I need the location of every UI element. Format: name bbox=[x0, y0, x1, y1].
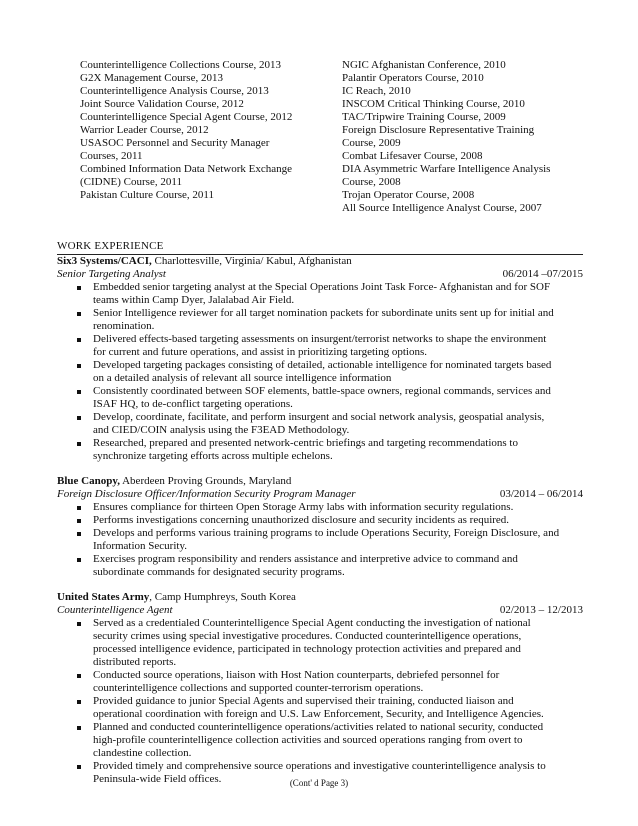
position-line bbox=[57, 604, 583, 617]
duty-item bbox=[57, 721, 583, 760]
position-line bbox=[57, 488, 583, 501]
company-name: Six3 Systems/CACI, bbox=[57, 255, 152, 267]
job-entry bbox=[57, 591, 583, 786]
duty-text-line: Embedded senior targeting analyst at the Special Operations Joint Task Force- Afghanistan and for SOF bbox=[93, 281, 551, 293]
duty-text-line: Information Security. bbox=[93, 540, 187, 552]
duty-text-line: Researched, prepared and presented network-centric briefings and targeting recommendations to bbox=[93, 437, 518, 449]
duty-item bbox=[57, 695, 583, 721]
duty-text-line: Provided timely and comprehensive source operations and investigative counterintelligence analysis to bbox=[93, 760, 546, 772]
duties-list bbox=[57, 617, 583, 786]
course-item: Joint Source Validation Course, 2012 bbox=[80, 98, 244, 110]
duty-text-line: processed intelligence evidence, participated in technology protection activities and prepared and bbox=[93, 643, 521, 655]
position-title: Counterintelligence Agent bbox=[57, 604, 173, 616]
duty-text-line: Provided guidance to junior Special Agents and supervised their training, conducted liaison and bbox=[93, 695, 514, 707]
company-name: Blue Canopy, bbox=[57, 475, 120, 487]
course-item: DIA Asymmetric Warfare Intelligence Analysis bbox=[342, 163, 551, 175]
continuation-footer: (Cont' d Page 3) bbox=[289, 778, 349, 788]
duty-item bbox=[57, 527, 583, 553]
course-item: Counterintelligence Collections Course, 2013 bbox=[80, 59, 282, 71]
duty-text-line: Exercises program responsibility and renders assistance and interpretive advice to command and bbox=[93, 553, 518, 565]
duty-item bbox=[57, 359, 583, 385]
bullet-square-icon bbox=[77, 416, 81, 420]
bullet-square-icon bbox=[77, 532, 81, 536]
duty-text-line: clandestine collection. bbox=[93, 747, 192, 759]
duty-text-line: Delivered effects-based targeting assessments on insurgent/terrorist networks to shape the environment bbox=[93, 333, 547, 345]
bullet-square-icon bbox=[77, 622, 81, 626]
course-item: Counterintelligence Analysis Course, 2013 bbox=[80, 85, 269, 97]
duty-text-line: Planned and conducted counterintelligence operations/activities related to national security, conducted bbox=[93, 721, 544, 733]
bullet-square-icon bbox=[77, 674, 81, 678]
bullet-square-icon bbox=[77, 765, 81, 769]
duty-item bbox=[57, 514, 583, 527]
employer bbox=[57, 255, 352, 268]
bullet-square-icon bbox=[77, 338, 81, 342]
duty-text-line: ISAF HQ, to de-conflict targeting operations. bbox=[93, 398, 293, 410]
bullet-square-icon bbox=[77, 558, 81, 562]
duty-text-line: renomination. bbox=[93, 320, 155, 332]
work-experience-list bbox=[57, 255, 583, 798]
job-location: Aberdeen Proving Grounds, Maryland bbox=[119, 475, 292, 487]
duty-text-line: and CIED/COIN analysis using the F3EAD Methodology. bbox=[93, 424, 350, 436]
course-item: INSCOM Critical Thinking Course, 2010 bbox=[342, 98, 525, 110]
employer bbox=[57, 591, 296, 604]
course-item: Counterintelligence Special Agent Course, 2012 bbox=[80, 111, 293, 123]
course-item: Pakistan Culture Course, 2011 bbox=[80, 189, 215, 201]
duty-text-line: high-profile counterintelligence collection activities and sourced operations ranging from overt to bbox=[93, 734, 523, 746]
bullet-square-icon bbox=[77, 519, 81, 523]
job-dates: 06/2014 –07/2015 bbox=[502, 268, 583, 280]
job-location: Charlottesville, Virginia/ Kabul, Afghanistan bbox=[151, 255, 352, 267]
company-name: United States Army bbox=[57, 591, 150, 603]
bullet-square-icon bbox=[77, 442, 81, 446]
course-item: Warrior Leader Course, 2012 bbox=[80, 124, 209, 136]
duty-text-line: counterintelligence collections and supported counter-terrorism operations. bbox=[93, 682, 424, 694]
course-item: NGIC Afghanistan Conference, 2010 bbox=[342, 59, 506, 71]
duty-item bbox=[57, 617, 583, 669]
course-item: Course, 2008 bbox=[342, 176, 401, 188]
duty-item bbox=[57, 385, 583, 411]
duty-item bbox=[57, 307, 583, 333]
job-dates: 03/2014 – 06/2014 bbox=[499, 488, 583, 500]
employer bbox=[57, 475, 291, 488]
duty-text-line: Performs investigations concerning unauthorized disclosure and security incidents as required. bbox=[93, 514, 510, 526]
duty-text-line: on a detailed analysis of relevant all source intelligence information bbox=[93, 372, 392, 384]
employer-line bbox=[57, 475, 583, 488]
position-line bbox=[57, 268, 583, 281]
duty-text-line: Develop, coordinate, facilitate, and perform insurgent and social network analysis, geospatial analysis, bbox=[93, 411, 545, 423]
duty-item bbox=[57, 411, 583, 437]
course-item: Course, 2009 bbox=[342, 137, 401, 149]
duty-text-line: Conducted source operations, liaison with Host Nation counterparts, debriefed personnel for bbox=[93, 669, 500, 681]
duty-text-line: operational coordination with foreign and U.S. Law Enforcement, Security, and Intelligence Agencies. bbox=[93, 708, 544, 720]
duty-item bbox=[57, 553, 583, 579]
duty-item bbox=[57, 437, 583, 463]
duty-item bbox=[57, 333, 583, 359]
bullet-square-icon bbox=[77, 390, 81, 394]
course-item: Palantir Operators Course, 2010 bbox=[342, 72, 484, 84]
job-entry bbox=[57, 475, 583, 579]
position-title: Foreign Disclosure Officer/Information Security Program Manager bbox=[57, 488, 356, 500]
duty-text-line: Develops and performs various training programs to include Operations Security, Foreign Disclosure, and bbox=[93, 527, 560, 539]
work-experience-heading: WORK EXPERIENCE bbox=[57, 240, 583, 255]
duty-text-line: subordinate commands for designated security programs. bbox=[93, 566, 345, 578]
duty-item bbox=[57, 501, 583, 514]
course-item: Combat Lifesaver Course, 2008 bbox=[342, 150, 483, 162]
bullet-square-icon bbox=[77, 726, 81, 730]
bullet-square-icon bbox=[77, 700, 81, 704]
training-courses bbox=[80, 59, 600, 215]
duty-text-line: Developed targeting packages consisting of detailed, actionable intelligence for nominated targets based bbox=[93, 359, 552, 371]
employer-line bbox=[57, 255, 583, 268]
duty-text-line: synchronize targeting efforts across multiple echelons. bbox=[93, 450, 333, 462]
duty-text-line: security crimes using special investigative procedures. Conducted counterintelligence operations, bbox=[93, 630, 522, 642]
course-item: Courses, 2011 bbox=[80, 150, 143, 162]
course-item: Trojan Operator Course, 2008 bbox=[342, 189, 475, 201]
courses-right-column bbox=[342, 59, 600, 215]
job-entry bbox=[57, 255, 583, 463]
duty-text-line: Consistently coordinated between SOF elements, battle-space owners, regional commands, services and bbox=[93, 385, 551, 397]
course-item: USASOC Personnel and Security Manager bbox=[80, 137, 270, 149]
course-item: All Source Intelligence Analyst Course, 2007 bbox=[342, 202, 542, 214]
courses-left-column bbox=[80, 59, 342, 215]
course-item: TAC/Tripwire Training Course, 2009 bbox=[342, 111, 506, 123]
job-location: , Camp Humphreys, South Korea bbox=[149, 591, 296, 603]
duty-item bbox=[57, 281, 583, 307]
duty-text-line: Senior Intelligence reviewer for all target nomination packets for subordinate units sent up for initial and bbox=[93, 307, 554, 319]
position-title: Senior Targeting Analyst bbox=[57, 268, 166, 280]
duties-list bbox=[57, 501, 583, 579]
duty-item bbox=[57, 669, 583, 695]
duty-text-line: distributed reports. bbox=[93, 656, 177, 668]
bullet-square-icon bbox=[77, 286, 81, 290]
course-item: Foreign Disclosure Representative Training bbox=[342, 124, 535, 136]
course-item: (CIDNE) Course, 2011 bbox=[80, 176, 182, 188]
course-item: G2X Management Course, 2013 bbox=[80, 72, 223, 84]
duty-text-line: teams within Camp Dyer, Jalalabad Air Field. bbox=[93, 294, 295, 306]
course-item: Combined Information Data Network Exchange bbox=[80, 163, 292, 175]
employer-line bbox=[57, 591, 583, 604]
duty-text-line: for current and future operations, and assist in prioritizing targeting options. bbox=[93, 346, 427, 358]
duties-list bbox=[57, 281, 583, 463]
course-item: IC Reach, 2010 bbox=[342, 85, 411, 97]
duty-text-line: Peninsula-wide Field offices. bbox=[93, 773, 222, 785]
bullet-square-icon bbox=[77, 506, 81, 510]
duty-text-line: Served as a credentialed Counterintelligence Special Agent conducting the investigation of national bbox=[93, 617, 531, 629]
job-dates: 02/2013 – 12/2013 bbox=[499, 604, 583, 616]
duty-text-line: Ensures compliance for thirteen Open Storage Army labs with information security regulations. bbox=[93, 501, 514, 513]
bullet-square-icon bbox=[77, 312, 81, 316]
bullet-square-icon bbox=[77, 364, 81, 368]
